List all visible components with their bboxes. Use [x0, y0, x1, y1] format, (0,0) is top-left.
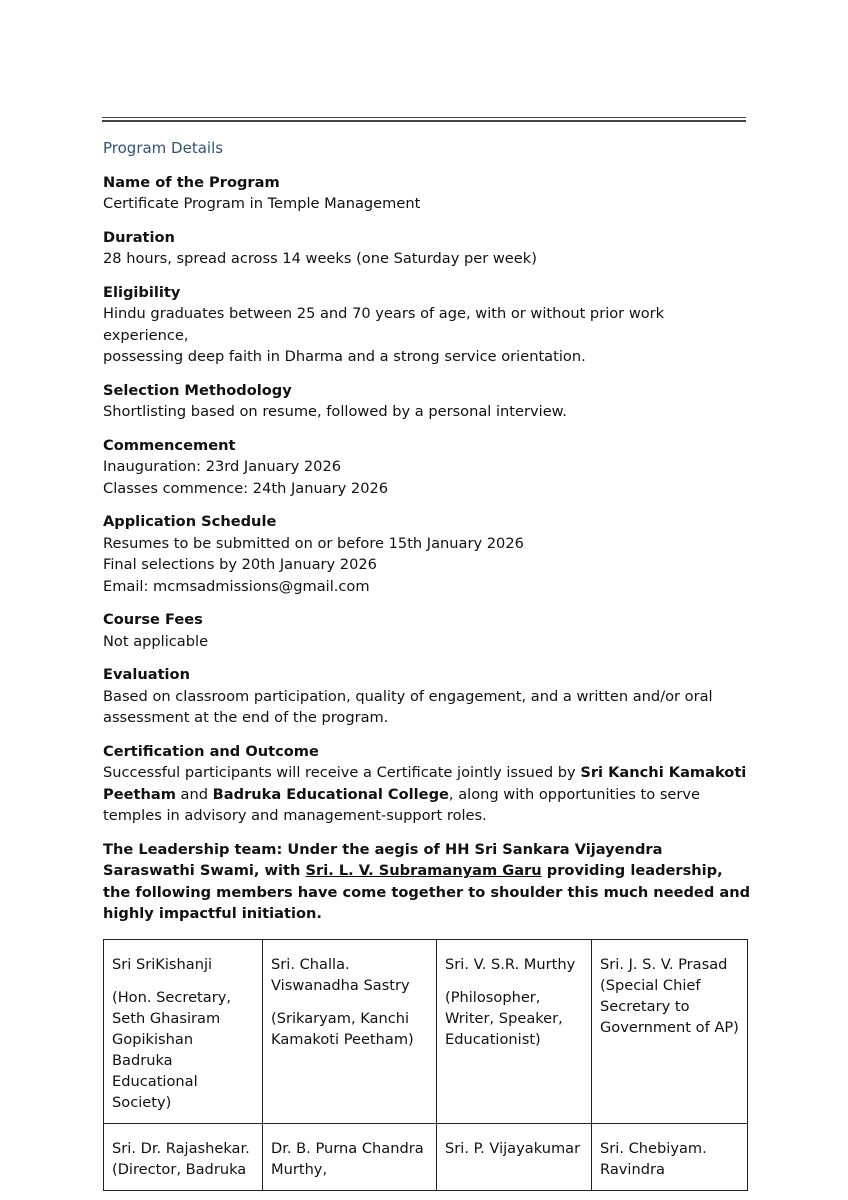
section-text: Final selections by 20th January 2026	[103, 556, 377, 573]
section-label: Eligibility	[103, 283, 181, 301]
cert-bold-peetham: Sri Kanchi Kamakoti Peetham	[103, 764, 747, 803]
section-certification	[103, 741, 753, 827]
section-label: Duration	[103, 228, 175, 246]
leadership-text-part: providing leadership, the following members have come together to shoulder this much needed and highly impactful initiation.	[103, 862, 751, 922]
member-cell	[437, 939, 592, 1123]
header-rule-double	[102, 120, 746, 122]
table-row	[104, 1123, 748, 1190]
leadership-paragraph	[103, 839, 751, 925]
member-name: Sri. Dr. Rajashekar.	[112, 1139, 250, 1157]
section-label: Evaluation	[103, 666, 190, 683]
section-text: Based on classroom participation, quality of engagement, and a written and/or oral	[103, 687, 713, 705]
section-text: Resumes to be submitted on or before 15th January 2026	[103, 534, 524, 552]
page-heading: Program Details	[103, 139, 224, 157]
section-label: Certification and Outcome	[103, 742, 319, 760]
member-cell	[104, 939, 263, 1123]
member-name: Dr. B. Purna Chandra Murthy,	[271, 1139, 424, 1178]
section-evaluation	[103, 664, 753, 729]
section-label: Selection Methodology	[103, 381, 292, 399]
section-label: Course Fees	[103, 611, 203, 628]
member-role: (Director, Badruka	[112, 1160, 247, 1178]
member-name: Sri. P. Vijayakumar	[445, 1139, 581, 1157]
section-name-of-program	[103, 172, 753, 215]
member-name: Sri. Challa. Viswanadha Sastry	[271, 955, 410, 994]
cert-text-part: , along with opportunities to serve temples in advisory and management-support roles.	[103, 785, 701, 824]
section-text: possessing deep faith in Dharma and a strong service orientation.	[103, 348, 586, 365]
member-name: Sri SriKishanji	[112, 955, 213, 973]
email-text: Email: mcmsadmissions@gmail.com	[103, 577, 370, 595]
section-text: Inauguration: 23rd January 2026	[103, 458, 342, 475]
section-text: Classes commence: 24th January 2026	[103, 479, 389, 497]
member-name: Sri. Chebiyam. Ravindra	[600, 1139, 707, 1178]
cert-text-part: Successful participants will receive a Certificate jointly issued by	[103, 764, 581, 781]
certification-text	[103, 764, 746, 824]
section-application-schedule	[103, 511, 753, 597]
leadership-name-underlined: Sri. L. V. Subramanyam Garu	[305, 862, 542, 879]
member-cell	[592, 939, 748, 1123]
member-role: (Philosopher, Writer, Speaker, Educationist)	[445, 988, 563, 1048]
member-name: Sri. V. S.R. Murthy	[445, 955, 576, 973]
members-table	[103, 939, 748, 1191]
section-label: Application Schedule	[103, 513, 277, 530]
member-cell	[263, 939, 437, 1123]
member-cell	[263, 1123, 437, 1190]
section-selection-methodology	[103, 380, 753, 423]
section-label: Name of the Program	[103, 173, 280, 191]
cert-bold-college: Badruka Educational College	[212, 785, 449, 803]
member-cell	[104, 1123, 263, 1190]
section-text: Hindu graduates between 25 and 70 years of age, with or without prior work experience,	[103, 305, 665, 344]
section-course-fees	[103, 609, 753, 652]
member-role: (Hon. Secretary, Seth Ghasiram Gopikishan Badruka Educational Society)	[112, 988, 231, 1111]
member-role: (Srikaryam, Kanchi Kamakoti Peetham)	[271, 1009, 414, 1048]
member-name: Sri. J. S. V. Prasad	[600, 955, 728, 973]
member-cell	[437, 1123, 592, 1190]
section-eligibility	[103, 282, 753, 368]
section-text: Certificate Program in Temple Management	[103, 195, 421, 212]
header-rule	[102, 117, 746, 118]
section-label: Commencement	[103, 436, 236, 454]
member-role: (Special Chief Secretary to Government of AP)	[600, 976, 739, 1036]
member-cell	[592, 1123, 748, 1190]
table-row	[104, 939, 748, 1123]
section-commencement	[103, 435, 753, 500]
document-body	[103, 138, 753, 1191]
section-text: Not applicable	[103, 632, 209, 650]
section-text: Shortlisting based on resume, followed by a personal interview.	[103, 403, 567, 420]
cert-text-part: and	[175, 785, 213, 803]
section-text: 28 hours, spread across 14 weeks (one Saturday per week)	[103, 250, 537, 267]
section-duration	[103, 227, 753, 270]
leadership-text-part: The Leadership team: Under the aegis of HH Sri Sankara Vijayendra Saraswathi Swami, with	[103, 840, 663, 879]
section-text: assessment at the end of the program.	[103, 709, 389, 726]
